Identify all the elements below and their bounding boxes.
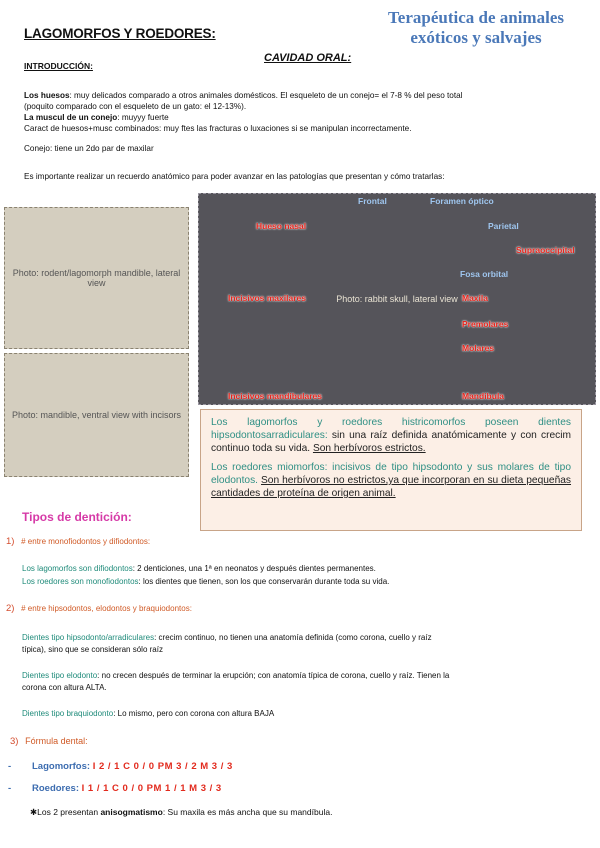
section-2-number: 2) [6,603,15,614]
formula-lagomorfos-name: Lagomorfos: [32,761,93,772]
section-2-line-2 [22,670,582,681]
anisogmatismo-note [30,807,590,818]
note-term: anisogmatismo [100,807,163,817]
info-p2-b: Son herbívoros no estrictos,ya que incorporan en su dieta pequeñas cantidades de proteína de origen animal. [211,475,572,499]
label-premolares: Premolares [462,319,509,329]
muscul-label: La muscul de un conejo [24,113,118,122]
formula-lagomorfos [8,761,233,772]
formula-bullet: - [8,783,12,794]
note-text-c: : Su maxila es más ancha que su mandíbula. [162,807,333,817]
huesos-label: Los huesos [24,91,70,100]
page-title: LAGOMORFOS Y ROEDORES: [24,26,216,41]
label-supraoccipital: Supraoccipital [516,245,575,255]
label-incisivos-mandibulares: Incisivos mandibulares [228,391,323,401]
section-2-line-3-text: : Lo mismo, pero con corona con altura BAJA [113,709,275,718]
intro-muscul [24,112,584,123]
section-1-title-text: # entre monofiodontos y difiodontos: [21,537,151,546]
section-2-line-1b: típica), sino que se consideran sólo raíz [22,645,163,654]
jaw-photo-top-placeholder: Photo: rodent/lagomorph mandible, lateral view [4,207,189,349]
formula-roedores-name: Roedores: [32,783,82,794]
skull-photo-placeholder: Photo: rabbit skull, lateral view [198,193,596,405]
label-fosa-orbital: Fosa orbital [460,269,509,279]
label-hueso-nasal: Hueso nasal [256,221,307,231]
section-2-title-text: # entre hipsodontos, elodontos y braquiodontos: [21,604,192,613]
info-box-paragraph-2 [211,461,571,500]
jaw-photo-bottom [4,353,189,477]
section-1-line-1-label: Los lagomorfos son difiodontos [22,564,133,573]
label-mandibula: Mandibula [462,391,505,401]
label-incisivos-maxilares: Incisivos maxilares [228,293,306,303]
section-subtitle: CAVIDAD ORAL: [264,52,352,64]
course-title [360,8,592,48]
section-2-line-2-text: : no crecen después de terminar la erupción; con anatomía típica de corona, cuello y raíz. Tienen la [97,671,450,680]
intro-huesos-2: (poquito comparado con el esqueleto de un gato: el 12-13%). [24,102,247,111]
section-2-line-3 [22,708,582,719]
info-p1-c: Son herbívoros estrictos. [312,443,426,454]
section-2-line-3-label: Dientes tipo braquiodonto [22,709,114,718]
info-box [200,409,582,531]
section-2-line-1 [22,632,582,643]
section-3-title [10,736,570,747]
formula-lagomorfos-values: I 2 / 1 C 0 / 0 PM 3 / 2 M 3 / 3 [92,761,233,772]
info-p1-a: Los lagomorfos y roedores histricomorfos poseen dientes hipsodontosarradiculares: [211,417,571,441]
intro-caract: Caract de huesos+musc combinados: muy ftes las fracturas o luxaciones si se manipulan incorrectamente. [24,124,412,133]
huesos-text: : muy delicados comparado a otros animales domésticos. El esqueleto de un conejo= el 7-8 % del peso total [69,91,463,100]
note-text-a: Los 2 presentan [37,807,101,817]
skull-photo [198,193,596,405]
label-maxila: Maxila [462,293,488,303]
note-asterisk-icon: ✱ [30,807,38,817]
section-3-number: 3) [10,736,19,747]
section-2-line-1-label: Dientes tipo hipsodonto/arradiculares [22,633,155,642]
section-2-line-2-label: Dientes tipo elodonto [22,671,98,680]
tipos-heading: Tipos de dentición: [22,510,132,524]
label-frontal: Frontal [358,196,387,206]
section-1-line-2-label: Los roedores son monofiodontos [22,577,139,586]
formula-roedores-values: I 1 / 1 C 0 / 0 PM 1 / 1 M 3 / 3 [81,783,222,794]
formula-bullet: - [8,761,12,772]
section-2-line-1-text: : crecim continuo, no tienen una anatomía definida (como corona, cuello y raíz [154,633,432,642]
section-2-title [6,603,566,614]
formula-roedores [8,783,222,794]
label-parietal: Parietal [488,221,519,231]
intro-huesos [24,90,584,101]
info-p1-b: sin una raíz definida anatómicamente y con crecim continuo toda su vida. [211,430,571,454]
intro-heading: INTRODUCCIÓN: [24,61,93,71]
section-2-line-2b: corona con altura ALTA. [22,683,107,692]
section-1-title [6,536,566,547]
intro-recuerdo: Es importante realizar un recuerdo anatómico para poder avanzar en las patologías que presentan y cómo tratarlas: [24,172,445,181]
course-title-line1: Terapéutica de animales [388,8,564,27]
info-box-paragraph-1 [211,416,571,455]
jaw-photo-top [4,207,189,349]
jaw-photo-bottom-placeholder: Photo: mandible, ventral view with incisors [4,353,189,477]
intro-conejo: Conejo: tiene un 2do par de maxilar [24,144,154,153]
label-molares: Molares [462,343,495,353]
section-1-line-2-text: : los dientes que tienen, son los que conservarán durante toda su vida. [138,577,390,586]
section-1-line-1-text: : 2 denticiones, una 1ª en neonatos y después dientes permanentes. [132,564,376,573]
info-p2-a: Los roedores miomorfos: incisivos de tipo hipsodonto y sus molares de tipo elodontos. [211,462,571,486]
course-title-line2: exóticos y salvajes [410,28,542,47]
section-1-line-1 [22,563,582,574]
section-1-line-2 [22,576,582,587]
section-3-title-text: Fórmula dental: [25,736,88,746]
label-foramen: Foramen óptico [430,196,494,206]
section-1-number: 1) [6,536,15,547]
muscul-text: : muyyy fuerte [117,113,169,122]
